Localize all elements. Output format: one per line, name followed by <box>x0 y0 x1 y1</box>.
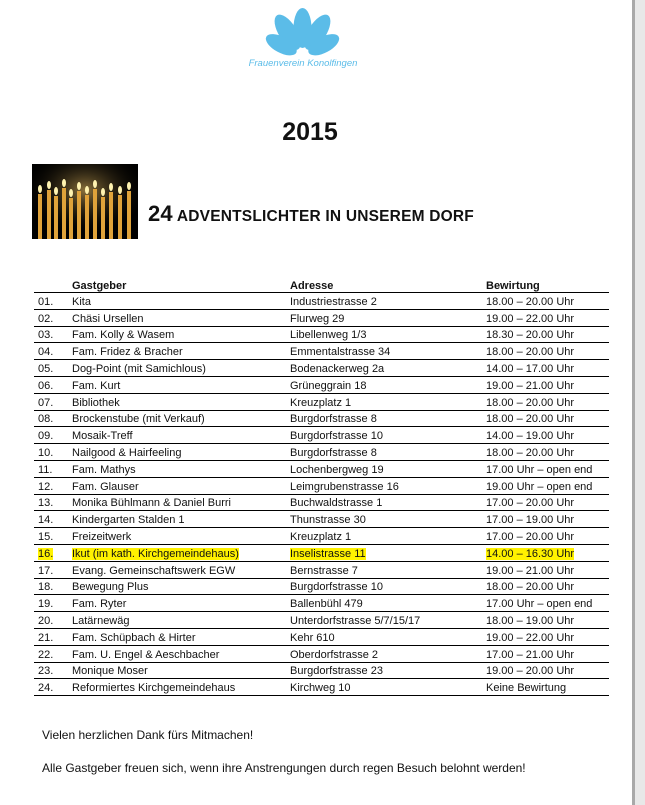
cell-time <box>482 326 609 343</box>
cell-nr <box>34 343 68 360</box>
cell-address-text: Grüneggrain 18 <box>290 379 367 392</box>
cell-nr <box>34 628 68 645</box>
cell-address-text: Buchwaldstrasse 1 <box>290 497 383 510</box>
cell-address-text: Bernstrasse 7 <box>290 564 358 577</box>
cell-nr-text: 02. <box>38 312 54 325</box>
cell-nr <box>34 309 68 326</box>
cell-host <box>68 393 286 410</box>
cell-address-text: Inselistrasse 11 <box>290 547 366 560</box>
cell-nr-text: 12. <box>38 480 54 493</box>
table-row <box>34 595 609 612</box>
cell-address <box>286 309 482 326</box>
cell-nr-text: 06. <box>38 379 54 392</box>
cell-address-text: Burgdorfstrasse 10 <box>290 430 383 443</box>
headline <box>148 201 474 227</box>
cell-nr-text: 19. <box>38 598 54 611</box>
cell-host <box>68 427 286 444</box>
cell-address <box>286 679 482 696</box>
table-row <box>34 679 609 696</box>
cell-address <box>286 343 482 360</box>
cell-time-text: 17.00 – 20.00 Uhr <box>486 530 575 543</box>
cell-host <box>68 612 286 629</box>
cell-host <box>68 326 286 343</box>
cell-time <box>482 360 609 377</box>
cell-address-text: Burgdorfstrasse 10 <box>290 581 383 594</box>
cell-address-text: Oberdorfstrasse 2 <box>290 648 379 661</box>
table-row <box>34 645 609 662</box>
cell-address-text: Industriestrasse 2 <box>290 295 377 308</box>
cell-nr-text: 01. <box>38 295 54 308</box>
cell-time-text: 18.00 – 19.00 Uhr <box>486 614 575 627</box>
page-edge <box>632 0 635 805</box>
cell-address <box>286 578 482 595</box>
cell-host-text: Fam. Kolly & Wasem <box>72 329 175 342</box>
cell-nr-text: 22. <box>38 648 54 661</box>
cell-nr-text: 24. <box>38 682 54 695</box>
cell-nr <box>34 662 68 679</box>
cell-time-text: 17.00 – 20.00 Uhr <box>486 497 575 510</box>
cell-nr-text: 23. <box>38 665 54 678</box>
cell-nr-text: 11. <box>38 463 53 476</box>
table-row <box>34 444 609 461</box>
cell-address <box>286 544 482 561</box>
table-row <box>34 544 609 561</box>
cell-host-text: Fam. Mathys <box>72 463 136 476</box>
cell-nr <box>34 376 68 393</box>
table-row <box>34 360 609 377</box>
cell-address-text: Flurweg 29 <box>290 312 345 325</box>
table-row <box>34 460 609 477</box>
table-row <box>34 427 609 444</box>
cell-time-text: 18.00 – 20.00 Uhr <box>486 396 575 409</box>
cell-nr <box>34 511 68 528</box>
cell-address-text: Kirchweg 10 <box>290 682 351 695</box>
headline-text: ADVENTSLICHTER IN UNSEREM DORF <box>176 208 474 225</box>
cell-host-text: Ikut (im kath. Kirchgemeindehaus) <box>72 547 239 560</box>
cell-address-text: Kehr 610 <box>290 631 335 644</box>
cell-nr <box>34 578 68 595</box>
cell-time <box>482 578 609 595</box>
cell-nr-text: 13. <box>38 497 54 510</box>
cell-time-text: 18.00 – 20.00 Uhr <box>486 295 575 308</box>
cell-host-text: Bewegung Plus <box>72 581 149 594</box>
cell-nr <box>34 477 68 494</box>
cell-nr <box>34 393 68 410</box>
cell-address <box>286 511 482 528</box>
cell-host-text: Monika Bühlmann & Daniel Burri <box>72 497 231 510</box>
cell-time <box>482 662 609 679</box>
cell-host <box>68 662 286 679</box>
cell-time <box>482 595 609 612</box>
cell-time-text: 19.00 – 22.00 Uhr <box>486 631 575 644</box>
cell-time-text: 19.00 – 22.00 Uhr <box>486 312 575 325</box>
cell-time-text: 17.00 Uhr – open end <box>486 463 593 476</box>
cell-address <box>286 460 482 477</box>
cell-address <box>286 662 482 679</box>
cell-address-text: Thunstrasse 30 <box>290 514 366 527</box>
cell-time-text: 19.00 – 21.00 Uhr <box>486 564 575 577</box>
cell-nr-text: 15. <box>38 530 54 543</box>
cell-host-text: Fam. Ryter <box>72 598 127 611</box>
table-row <box>34 494 609 511</box>
cell-address-text: Burgdorfstrasse 8 <box>290 413 377 426</box>
cell-time <box>482 427 609 444</box>
cell-nr <box>34 427 68 444</box>
cell-host <box>68 679 286 696</box>
cell-nr <box>34 528 68 545</box>
cell-host <box>68 343 286 360</box>
cell-address-text: Unterdorfstrasse 5/7/15/17 <box>290 614 421 627</box>
table-row <box>34 343 609 360</box>
cell-nr-text: 07. <box>38 396 54 409</box>
cell-time <box>482 393 609 410</box>
cell-host <box>68 477 286 494</box>
cell-time <box>482 561 609 578</box>
cell-address-text: Libellenweg 1/3 <box>290 329 367 342</box>
cell-nr <box>34 679 68 696</box>
cell-host <box>68 444 286 461</box>
cell-host-text: Fam. Schüpbach & Hirter <box>72 631 196 644</box>
cell-time-text: 18.30 – 20.00 Uhr <box>486 329 575 342</box>
cell-time-text: 17.00 Uhr – open end <box>486 598 593 611</box>
year-heading: 2015 <box>282 118 338 146</box>
cell-nr <box>34 544 68 561</box>
cell-host-text: Mosaik-Treff <box>72 430 133 443</box>
cell-address <box>286 444 482 461</box>
cell-nr <box>34 561 68 578</box>
cell-host <box>68 460 286 477</box>
cell-host <box>68 561 286 578</box>
cell-host <box>68 410 286 427</box>
table-row <box>34 628 609 645</box>
cell-time <box>482 309 609 326</box>
cell-address-text: Lochenbergweg 19 <box>290 463 384 476</box>
cell-host-text: Bibliothek <box>72 396 120 409</box>
cell-address <box>286 393 482 410</box>
cell-host-text: Evang. Gemeinschaftswerk EGW <box>72 564 236 577</box>
headline-number: 24 <box>148 201 173 226</box>
cell-nr-text: 05. <box>38 362 54 375</box>
cell-host-text: Brockenstube (mit Verkauf) <box>72 413 205 426</box>
cell-host-text: Chäsi Ursellen <box>72 312 144 325</box>
cell-host-text: Latärnewäg <box>72 614 130 627</box>
cell-time <box>482 628 609 645</box>
cell-address-text: Ballenbühl 479 <box>290 598 363 611</box>
cell-host-text: Fam. U. Engel & Aeschbacher <box>72 648 220 661</box>
cell-address <box>286 410 482 427</box>
cell-time <box>482 679 609 696</box>
cell-address-text: Leimgrubenstrasse 16 <box>290 480 399 493</box>
cell-time <box>482 494 609 511</box>
cell-host <box>68 595 286 612</box>
cell-time-text: 18.00 – 20.00 Uhr <box>486 446 575 459</box>
cell-nr-text: 10. <box>38 446 54 459</box>
cell-host <box>68 360 286 377</box>
cell-nr-text: 18. <box>38 581 54 594</box>
cell-nr-text: 09. <box>38 430 54 443</box>
table-row <box>34 477 609 494</box>
cell-nr <box>34 595 68 612</box>
cell-address <box>286 528 482 545</box>
cell-time <box>482 612 609 629</box>
cell-nr <box>34 360 68 377</box>
cell-host <box>68 628 286 645</box>
cell-nr <box>34 612 68 629</box>
cell-host-text: Monique Moser <box>72 665 148 678</box>
table-row <box>34 376 609 393</box>
table-row <box>34 293 609 310</box>
cell-host <box>68 511 286 528</box>
cell-time-text: 17.00 – 19.00 Uhr <box>486 514 575 527</box>
cell-time <box>482 460 609 477</box>
cell-host-text: Kindergarten Stalden 1 <box>72 514 185 527</box>
cell-time-text: 18.00 – 20.00 Uhr <box>486 413 575 426</box>
cell-nr <box>34 444 68 461</box>
cell-time-text: 18.00 – 20.00 Uhr <box>486 581 575 594</box>
table-row <box>34 393 609 410</box>
cell-nr-text: 08. <box>38 413 54 426</box>
cell-nr-text: 04. <box>38 346 54 359</box>
cell-address <box>286 360 482 377</box>
cell-host-text: Freizeitwerk <box>72 530 132 543</box>
cell-host <box>68 376 286 393</box>
table-row <box>34 528 609 545</box>
cell-time <box>482 410 609 427</box>
header-time: Bewirtung <box>486 280 540 292</box>
cell-address <box>286 376 482 393</box>
advent-lights-table <box>34 278 609 696</box>
table-row <box>34 309 609 326</box>
cell-host <box>68 578 286 595</box>
cell-host-text: Fam. Fridez & Bracher <box>72 346 183 359</box>
cell-time <box>482 293 609 310</box>
cell-time-text: 19.00 – 20.00 Uhr <box>486 665 575 678</box>
cell-address <box>286 561 482 578</box>
cell-time <box>482 544 609 561</box>
table-row <box>34 326 609 343</box>
cell-time-text: 17.00 – 21.00 Uhr <box>486 648 575 661</box>
cell-time <box>482 343 609 360</box>
table-row <box>34 612 609 629</box>
cell-address <box>286 494 482 511</box>
cell-nr <box>34 494 68 511</box>
logo-text: Frauenverein Konolfingen <box>248 58 358 69</box>
thanks-text: Vielen herzlichen Dank fürs Mitmachen! <box>42 728 254 742</box>
table-row <box>34 410 609 427</box>
cell-time-text: 14.00 – 19.00 Uhr <box>486 430 575 443</box>
cell-host <box>68 293 286 310</box>
cell-nr <box>34 326 68 343</box>
cell-nr-text: 03. <box>38 329 54 342</box>
cell-nr <box>34 410 68 427</box>
cell-address <box>286 326 482 343</box>
cell-time <box>482 528 609 545</box>
cell-nr-text: 14. <box>38 514 54 527</box>
table-row <box>34 511 609 528</box>
cell-nr-text: 21. <box>38 631 54 644</box>
cell-time-text: 18.00 – 20.00 Uhr <box>486 346 575 359</box>
cell-time <box>482 444 609 461</box>
cell-time-text: 19.00 – 21.00 Uhr <box>486 379 575 392</box>
table-row <box>34 578 609 595</box>
table-row <box>34 662 609 679</box>
cell-address-text: Kreuzplatz 1 <box>290 530 352 543</box>
header-nr <box>34 278 68 293</box>
cell-address <box>286 477 482 494</box>
cell-host <box>68 645 286 662</box>
cell-address <box>286 628 482 645</box>
cell-time <box>482 511 609 528</box>
cell-nr <box>34 460 68 477</box>
cell-address-text: Kreuzplatz 1 <box>290 396 352 409</box>
cell-nr-text: 16. <box>38 547 54 560</box>
cell-host-text: Nailgood & Hairfeeling <box>72 446 182 459</box>
candles-image <box>32 164 138 239</box>
cell-host-text: Dog-Point (mit Samichlous) <box>72 362 206 375</box>
cell-address <box>286 293 482 310</box>
cell-host <box>68 494 286 511</box>
cell-nr <box>34 645 68 662</box>
cell-address <box>286 645 482 662</box>
cell-host <box>68 528 286 545</box>
cell-nr-text: 17. <box>38 564 54 577</box>
cell-host <box>68 544 286 561</box>
table-row <box>34 561 609 578</box>
cell-time <box>482 477 609 494</box>
cell-time <box>482 645 609 662</box>
cell-nr <box>34 293 68 310</box>
header-address: Adresse <box>290 280 334 292</box>
cell-host <box>68 309 286 326</box>
cell-time-text: Keine Bewirtung <box>486 682 567 695</box>
cell-time <box>482 376 609 393</box>
note-text: Alle Gastgeber freuen sich, wenn ihre Anstrengungen durch regen Besuch belohnt werden! <box>42 761 526 775</box>
cell-address <box>286 612 482 629</box>
cell-time-text: 14.00 – 17.00 Uhr <box>486 362 575 375</box>
cell-address-text: Burgdorfstrasse 23 <box>290 665 383 678</box>
table-header-row <box>34 278 609 293</box>
cell-address-text: Emmentalstrasse 34 <box>290 346 391 359</box>
cell-host-text: Kita <box>72 295 91 308</box>
header-host: Gastgeber <box>72 280 127 292</box>
cell-host-text: Reformiertes Kirchgemeindehaus <box>72 682 236 695</box>
cell-host-text: Fam. Glauser <box>72 480 139 493</box>
cell-address <box>286 595 482 612</box>
cell-time-text: 14.00 – 16.30 Uhr <box>486 547 575 560</box>
cell-address <box>286 427 482 444</box>
cell-time-text: 19.00 Uhr – open end <box>486 480 593 493</box>
cell-host-text: Fam. Kurt <box>72 379 121 392</box>
cell-address-text: Bodenackerweg 2a <box>290 362 385 375</box>
cell-nr-text: 20. <box>38 614 54 627</box>
cell-address-text: Burgdorfstrasse 8 <box>290 446 377 459</box>
